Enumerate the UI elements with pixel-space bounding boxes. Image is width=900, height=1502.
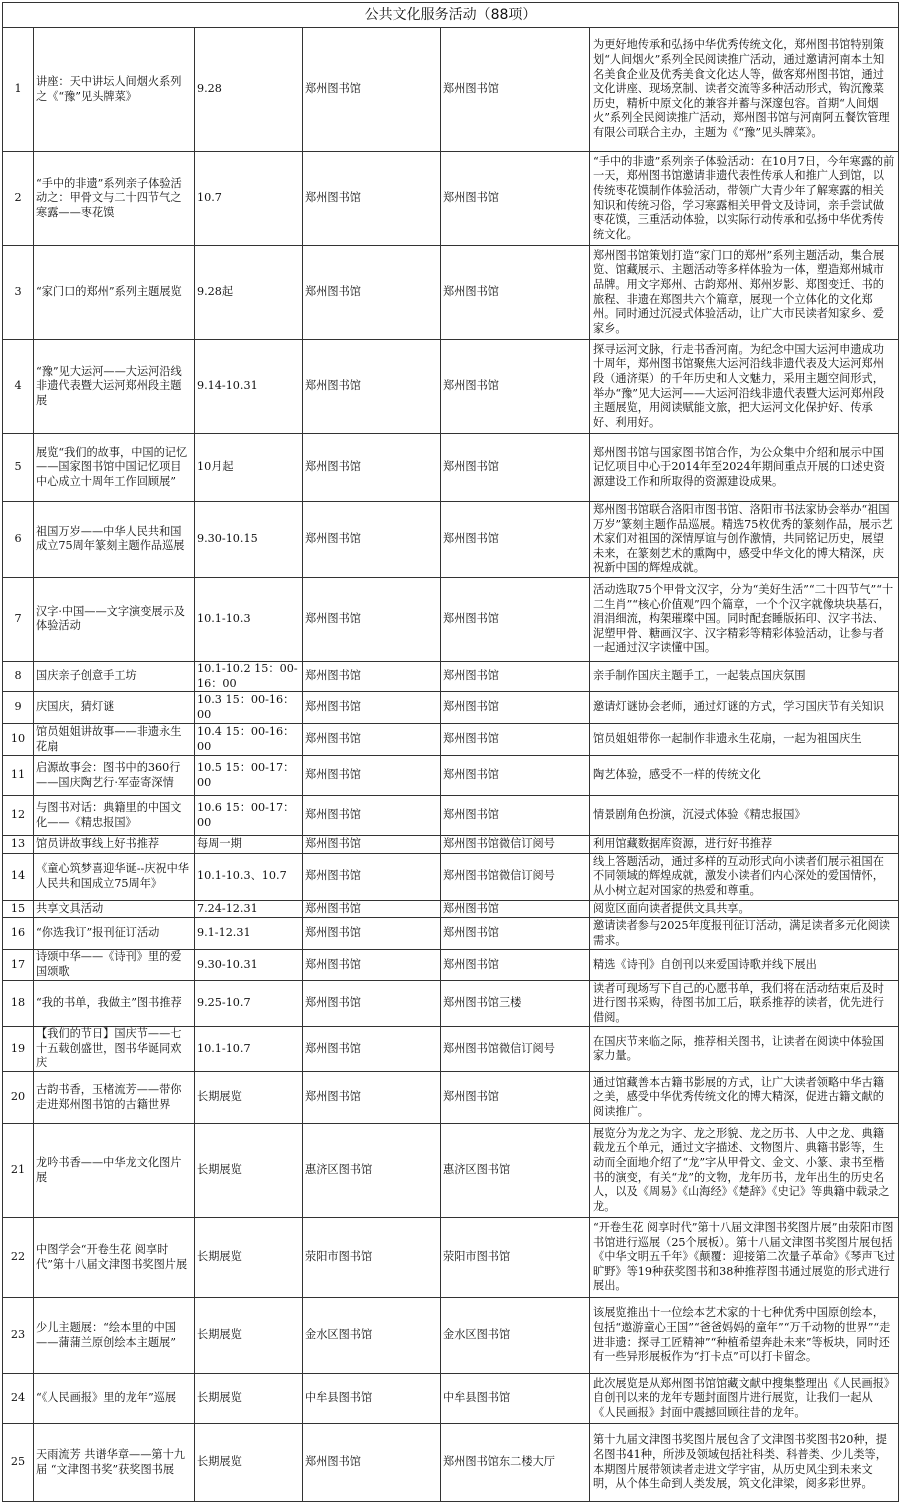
activity-name: 庆国庆，猜灯谜 [34,692,195,724]
table-row [3,661,899,691]
activity-venue: 郑州图书馆 [441,724,590,756]
activity-description: 阅览区面向读者提供文具共享。 [590,900,899,918]
activity-name: 《童心筑梦喜迎华诞--庆祝中华人民共和国成立75周年》 [34,853,195,900]
activity-time: 9.30-10.15 [195,502,303,578]
activity-description: 郑州图书馆策划打造“家门口的郑州”系列主题活动，集合展览、馆藏展示、主题活动等多样体验为一体，塑造郑州城市品牌。用文字郑州、古韵郑州、郑州岁影、郑图变迁、书的旅程、非遗在郑图共六个篇章，展现一个立体化的文化郑州。同时通过沉浸式体验活动，让广大市民读者知家乡、爱家乡。 [590,246,899,340]
activity-name: 启源故事会：图书中的360行——国庆陶艺行·军壶寄深情 [34,756,195,796]
table-title: 公共文化服务活动（88项） [3,3,899,28]
activity-venue: 郑州图书馆 [441,28,590,152]
table-row [3,152,899,246]
activity-time: 9.1-12.31 [195,918,303,950]
activity-organizer: 郑州图书馆 [303,577,441,661]
title-row [3,3,899,28]
activity-time: 每周一期 [195,836,303,854]
table-row [3,434,899,502]
row-number: 14 [3,853,34,900]
table-row [3,246,899,340]
table-row [3,918,899,950]
table-row [3,28,899,152]
row-number: 16 [3,918,34,950]
activity-organizer: 郑州图书馆 [303,246,441,340]
activity-venue: 郑州图书馆 [441,1072,590,1124]
activity-organizer: 郑州图书馆 [303,724,441,756]
row-number: 1 [3,28,34,152]
activity-venue: 荥阳市图书馆 [441,1218,590,1298]
activity-description: 展览分为龙之为字、龙之形貌、龙之历书、人中之龙、典籍载龙五个单元，通过文字描述、文物图片、典籍书影等，生动而全面地介绍了“龙”字从甲骨文、金文、小篆、隶书至楷书的演变，有关“龙”的文物，龙年历书，龙年出生的历史名人，以及《周易》《山海经》《楚辞》《史记》等典籍中载录之龙。 [590,1124,899,1218]
activity-time: 长期展览 [195,1424,303,1502]
activity-name: 汉字·中国——文字演变展示及体验活动 [34,577,195,661]
activity-name: “豫”见大运河——大运河沿线非遗代表暨大运河郑州段主题展 [34,340,195,434]
table-row [3,836,899,854]
row-number: 17 [3,950,34,980]
activity-time: 10月起 [195,434,303,502]
activity-venue: 郑州图书馆 [441,434,590,502]
activity-time: 10.6 15：00-17：00 [195,796,303,836]
row-number: 20 [3,1072,34,1124]
activity-name: 天雨流芳 共谱华章——第十九届 “文津图书奖”获奖图书展 [34,1424,195,1502]
activity-venue: 郑州图书馆 [441,661,590,691]
activity-name: “你选我订”报刊征订活动 [34,918,195,950]
activity-organizer: 郑州图书馆 [303,1072,441,1124]
activity-organizer: 郑州图书馆 [303,434,441,502]
table-row [3,1374,899,1424]
activity-description: 郑州图书馆联合洛阳市图书馆、洛阳市书法家协会举办“祖国万岁”篆刻主题作品巡展。精选75枚优秀的篆刻作品，展示艺术家们对祖国的深情厚谊与创作激情，共同铭记历史，展望未来，在篆刻艺术的熏陶中，感受中华文化的博大精深，庆祝新中国的辉煌成就。 [590,502,899,578]
activity-time: 7.24-12.31 [195,900,303,918]
activity-name: 与图书对话：典籍里的中国文化——《精忠报国》 [34,796,195,836]
activity-organizer: 郑州图书馆 [303,1424,441,1502]
table-row [3,1298,899,1374]
table-row [3,980,899,1027]
activity-name: 展览“我们的故事，中国的记忆——国家图书馆中国记忆项目中心成立十周年工作回顾展” [34,434,195,502]
activity-name: 诗颂中华——《诗刊》里的爱国颂歌 [34,950,195,980]
activity-description: 在国庆节来临之际，推荐相关图书，让读者在阅读中体验国家力量。 [590,1027,899,1072]
activity-time: 10.1-10.2 15：00-16：00 [195,661,303,691]
activity-name: 国庆亲子创意手工坊 [34,661,195,691]
activity-description: 探寻运河文脉，行走书香河南。为纪念中国大运河申遗成功十周年，郑州图书馆聚焦大运河沿线非遗代表及大运河郑州段（通济渠）的千年历史和人文魅力，采用主题空间形式，举办“豫”见大运河——大运河沿线非遗代表暨大运河郑州段主题展览，用阅读赋能文旅，把大运河文化保护好、传承好、利用好。 [590,340,899,434]
activity-description: 情景剧角色扮演，沉浸式体验《精忠报国》 [590,796,899,836]
row-number: 9 [3,692,34,724]
activity-organizer: 郑州图书馆 [303,1027,441,1072]
row-number: 5 [3,434,34,502]
activity-description: 通过馆藏善本古籍书影展的方式，让广大读者领略中华古籍之美，感受中华优秀传统文化的博大精深，促进古籍文献的阅读推广。 [590,1072,899,1124]
activity-organizer: 郑州图书馆 [303,900,441,918]
activity-time: 10.3 15：00-16：00 [195,692,303,724]
activity-organizer: 郑州图书馆 [303,918,441,950]
table-row [3,724,899,756]
activity-time: 长期展览 [195,1298,303,1374]
activity-name: “《人民画报》里的龙年”巡展 [34,1374,195,1424]
activity-name: 祖国万岁——中华人民共和国成立75周年篆刻主题作品巡展 [34,502,195,578]
activity-name: 讲座：天中讲坛人间烟火系列之《“豫”见头牌菜》 [34,28,195,152]
activity-organizer: 惠济区图书馆 [303,1124,441,1218]
activity-name: 共享文具活动 [34,900,195,918]
activity-description: 第十九届文津图书奖图片展包含了文津图书奖图书20种，提名图书41种，所涉及领域包括社科类、科普类、少儿类等，本期图片展带领读者走进文学宇宙，从历史风尘到未来文明，从个体生命到人类发展，筑文化津梁，阅多彩世界。 [590,1424,899,1502]
activity-time: 10.5 15：00-17：00 [195,756,303,796]
activity-time: 9.30-10.31 [195,950,303,980]
activity-organizer: 荥阳市图书馆 [303,1218,441,1298]
activity-venue: 郑州图书馆 [441,756,590,796]
activity-time: 10.4 15：00-16：00 [195,724,303,756]
table-row [3,900,899,918]
activity-description: 亲手制作国庆主题手工，一起装点国庆氛围 [590,661,899,691]
activity-venue: 郑州图书馆 [441,577,590,661]
activity-organizer: 郑州图书馆 [303,796,441,836]
activity-organizer: 郑州图书馆 [303,836,441,854]
row-number: 6 [3,502,34,578]
row-number: 4 [3,340,34,434]
activity-venue: 郑州图书馆微信订阅号 [441,1027,590,1072]
activity-description: 利用馆藏数据库资源，进行好书推荐 [590,836,899,854]
activity-time: 长期展览 [195,1072,303,1124]
activity-organizer: 郑州图书馆 [303,853,441,900]
activity-description: 该展览推出十一位绘本艺术家的十七种优秀中国原创绘本，包括“遨游童心王国”“爸爸妈妈的童年”“万千动物的世界”“走进非遗：探寻工匠精神”“种植希望奔赴未来”等板块，同时还有一些异形展板作为“打卡点”可以打卡留念。 [590,1298,899,1374]
activity-description: 精选《诗刊》自创刊以来爱国诗歌并线下展出 [590,950,899,980]
row-number: 15 [3,900,34,918]
row-number: 3 [3,246,34,340]
activity-description: 馆员姐姐带你一起制作非遗永生花扇，一起为祖国庆生 [590,724,899,756]
activity-organizer: 郑州图书馆 [303,502,441,578]
row-number: 23 [3,1298,34,1374]
row-number: 25 [3,1424,34,1502]
row-number: 12 [3,796,34,836]
activity-description: 此次展览是从郑州图书馆馆藏文献中搜集整理出《人民画报》自创刊以来的龙年专题封面图片进行展览，让我们一起从《人民画报》封面中震撼回顾往昔的龙年。 [590,1374,899,1424]
row-number: 13 [3,836,34,854]
row-number: 22 [3,1218,34,1298]
activity-venue: 郑州图书馆 [441,692,590,724]
table-row [3,796,899,836]
activity-time: 长期展览 [195,1374,303,1424]
activity-name: 【我们的节日】国庆节——七十五载创盛世，图书华诞同欢庆 [34,1027,195,1072]
activity-name: 龙吟书香——中华龙文化图片展 [34,1124,195,1218]
activity-organizer: 郑州图书馆 [303,756,441,796]
activity-name: 中图学会“开卷生花 阅享时代”第十八届文津图书奖图片展 [34,1218,195,1298]
activity-venue: 金水区图书馆 [441,1298,590,1374]
activity-time: 10.7 [195,152,303,246]
activity-venue: 惠济区图书馆 [441,1124,590,1218]
row-number: 18 [3,980,34,1027]
row-number: 8 [3,661,34,691]
row-number: 21 [3,1124,34,1218]
activity-name: “家门口的郑州”系列主题展览 [34,246,195,340]
table-row [3,692,899,724]
activity-venue: 郑州图书馆 [441,796,590,836]
activity-description: 为更好地传承和弘扬中华优秀传统文化，郑州图书馆特别策划“人间烟火”系列全民阅读推广活动，通过邀请河南本土知名美食企业及优秀美食文化达人等，做客郑州图书馆，通过文化讲座、现场烹制、读者交流等多种活动形式，钩沉豫菜历史，精析中原文化的兼容并蓄与深邃包容。首期“人间烟火”系列全民阅读推广活动，郑州图书馆与河南阿五餐饮管理有限公司联合主办，主题为《“豫”见头牌菜》。 [590,28,899,152]
activity-venue: 中牟县图书馆 [441,1374,590,1424]
activity-time: 10.1-10.3、10.7 [195,853,303,900]
activity-time: 10.1-10.7 [195,1027,303,1072]
table-row [3,1424,899,1502]
row-number: 7 [3,577,34,661]
table-row [3,577,899,661]
activity-description: 活动选取75个甲骨文汉字，分为“美好生活”“二十四节气”“十二生肖”“核心价值观”四个篇章，一个个汉字就像块块基石，涓涓细流，构架璀璨中国。同时配套睡版拓印、汉字书法、泥塑甲骨、糖画汉字、汉字精彩等精彩体验活动，让参与者一起通过汉字读懂中国。 [590,577,899,661]
row-number: 11 [3,756,34,796]
activity-organizer: 郑州图书馆 [303,950,441,980]
activity-organizer: 中牟县图书馆 [303,1374,441,1424]
activity-venue: 郑州图书馆东二楼大厅 [441,1424,590,1502]
row-number: 19 [3,1027,34,1072]
activity-organizer: 郑州图书馆 [303,28,441,152]
activity-organizer: 郑州图书馆 [303,340,441,434]
activity-description: 郑州图书馆与国家图书馆合作，为公众集中介绍和展示中国记忆项目中心于2014年至2024年期间重点开展的口述史资源建设工作和所取得的资源建设成果。 [590,434,899,502]
activity-name: 馆员姐姐讲故事——非遗永生花扇 [34,724,195,756]
activity-time: 10.1-10.3 [195,577,303,661]
table-row [3,502,899,578]
row-number: 10 [3,724,34,756]
activity-venue: 郑州图书馆微信订阅号 [441,853,590,900]
table-row [3,1072,899,1124]
activity-organizer: 郑州图书馆 [303,980,441,1027]
activity-organizer: 郑州图书馆 [303,152,441,246]
activity-name: “手中的非遗”系列亲子体验活动之：甲骨文与二十四节气之寒露——枣花馍 [34,152,195,246]
table-row [3,1124,899,1218]
row-number: 2 [3,152,34,246]
activity-time: 9.14-10.31 [195,340,303,434]
activity-venue: 郑州图书馆微信订阅号 [441,836,590,854]
activity-venue: 郑州图书馆 [441,900,590,918]
table-row [3,950,899,980]
activity-description: 读者可现场写下自己的心愿书单，我们将在活动结束后及时进行图书采购，待图书加工后，联系推荐的读者，优先进行借阅。 [590,980,899,1027]
activity-time: 9.25-10.7 [195,980,303,1027]
activity-venue: 郑州图书馆 [441,246,590,340]
activity-time: 9.28起 [195,246,303,340]
activity-venue: 郑州图书馆三楼 [441,980,590,1027]
activity-organizer: 金水区图书馆 [303,1298,441,1374]
row-number: 24 [3,1374,34,1424]
activity-description: 陶艺体验，感受不一样的传统文化 [590,756,899,796]
table-row [3,756,899,796]
activity-venue: 郑州图书馆 [441,502,590,578]
activity-name: “我的书单，我做主”图书推荐 [34,980,195,1027]
activity-description: 邀请读者参与2025年度报刊征订活动，满足读者多元化阅读需求。 [590,918,899,950]
table-row [3,340,899,434]
activity-venue: 郑州图书馆 [441,950,590,980]
activity-name: 馆员讲故事线上好书推荐 [34,836,195,854]
activity-description: 邀请灯谜协会老师，通过灯谜的方式，学习国庆节有关知识 [590,692,899,724]
activity-description: 线上答题活动，通过多样的互动形式向小读者们展示祖国在不同领域的辉煌成就，激发小读者们内心深处的爱国情怀，从小树立起对国家的热爱和尊重。 [590,853,899,900]
activity-venue: 郑州图书馆 [441,918,590,950]
activity-venue: 郑州图书馆 [441,340,590,434]
activity-time: 9.28 [195,28,303,152]
activity-table [2,2,899,1502]
table-row [3,1027,899,1072]
activity-time: 长期展览 [195,1218,303,1298]
activity-name: 少儿主题展：“绘本里的中国——蒲蒲兰原创绘本主题展” [34,1298,195,1374]
table-row [3,853,899,900]
activity-venue: 郑州图书馆 [441,152,590,246]
activity-description: “手中的非遗”系列亲子体验活动：在10月7日，今年寒露的前一天，郑州图书馆邀请非遗代表性传承人和推广人到馆，以传统枣花馍制作体验活动，带领广大青少年了解寒露的相关知识和传统习俗，学习寒露相关甲骨文及诗词，亲手尝试做枣花馍，三重活动体验，以实际行动传承和弘扬中华优秀传统文化。 [590,152,899,246]
table-row [3,1218,899,1298]
activity-organizer: 郑州图书馆 [303,692,441,724]
activity-name: 古韵书香，玉楮流芳——带你走进郑州图书馆的古籍世界 [34,1072,195,1124]
activity-time: 长期展览 [195,1124,303,1218]
activity-description: “开卷生花 阅享时代”第十八届文津图书奖图片展”由荥阳市图书馆进行巡展（25个展板）。第十八届文津图书奖图片展包括《中华文明五千年》《颠覆：迎接第二次量子革命》《琴声飞过旷野》等19种获奖图书和38种推荐图书通过展览的形式进行展出。 [590,1218,899,1298]
activity-organizer: 郑州图书馆 [303,661,441,691]
